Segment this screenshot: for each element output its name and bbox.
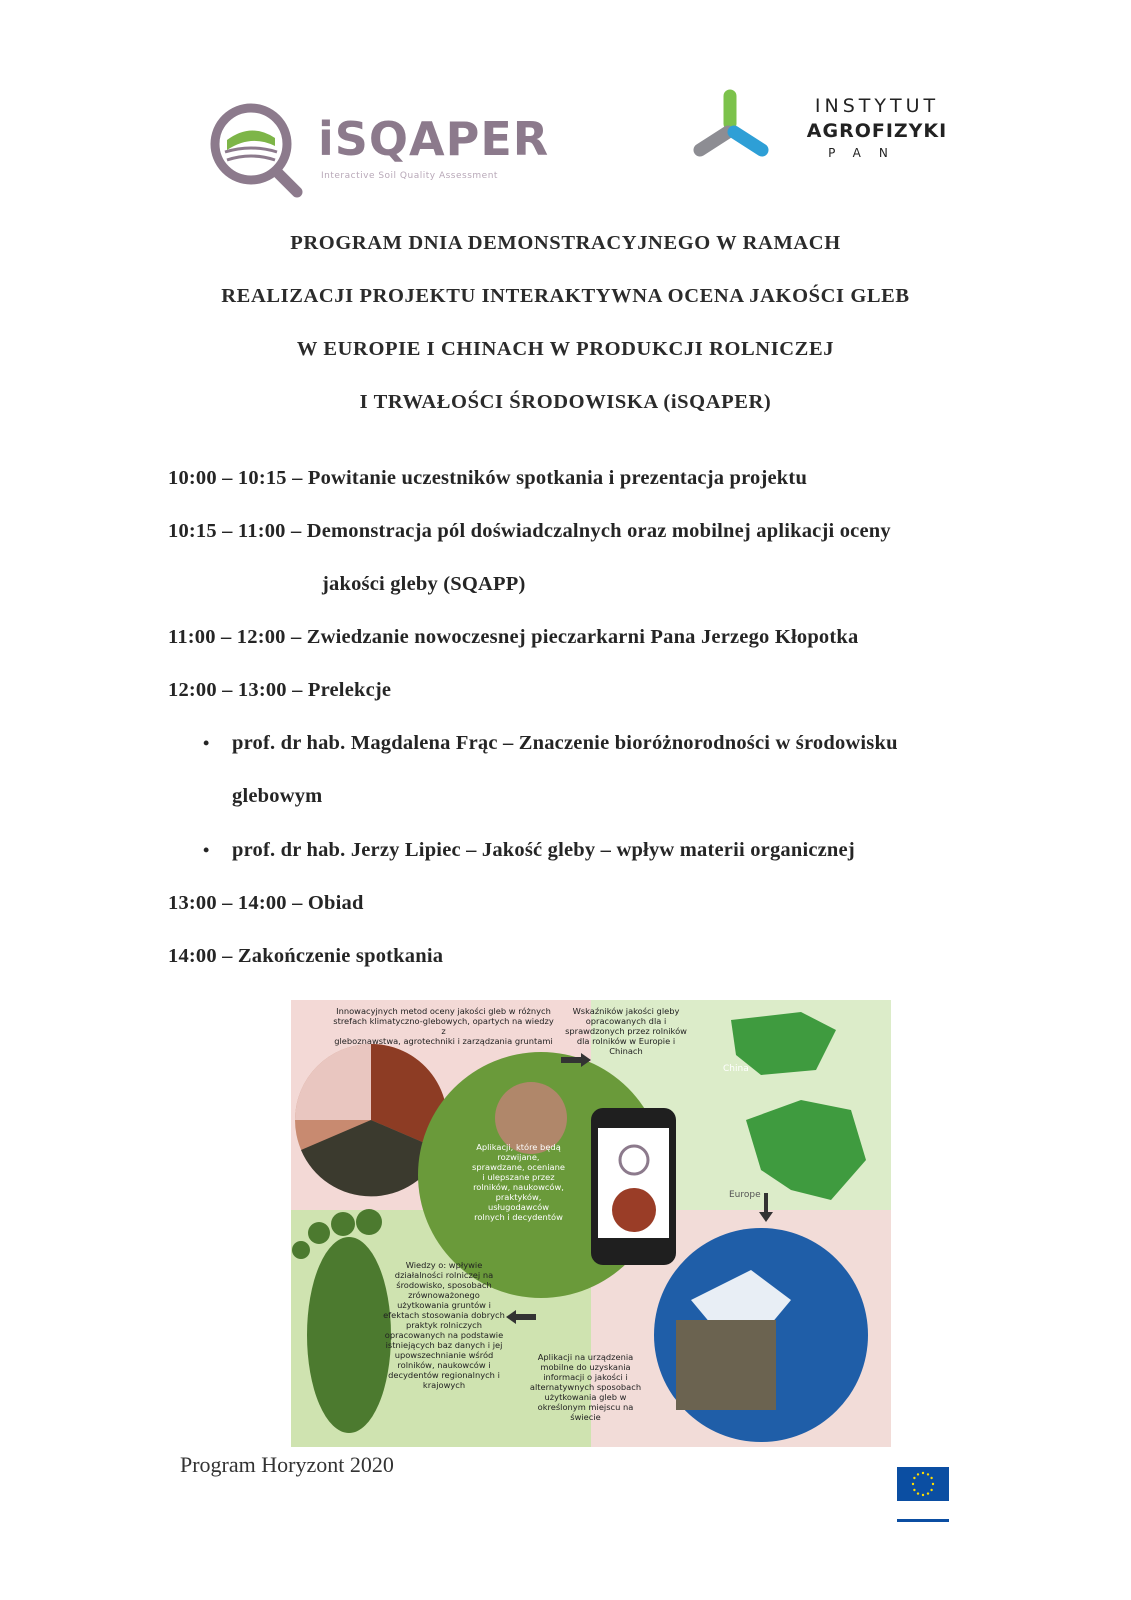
map-label-europe: Europe: [729, 1190, 761, 1200]
institute-logo-line3: PAN: [828, 146, 906, 160]
map-label-china: China: [723, 1064, 749, 1074]
eu-divider: [897, 1519, 949, 1522]
talk-item: prof. dr hab. Magdalena Frąc – Znaczenie bioróżnorodności w środowisku: [232, 732, 898, 754]
isqaper-logo-name: iSQAPER: [318, 112, 550, 166]
infographic-text-methods: Innowacyjnych metod oceny jakości gleb w różnych strefach klimatyczno-glebowych, opartych na wiedzy z gleboznawstwa, agrotechniki i zarządzania gruntami: [333, 1006, 554, 1046]
talk-item-continuation: glebowym: [232, 785, 323, 807]
title-line-2: REALIZACJI PROJEKTU INTERAKTYWNA OCENA JAKOŚCI GLEB: [221, 285, 910, 307]
eu-flag-icon: [897, 1467, 949, 1501]
title-line-1: PROGRAM DNIA DEMONSTRACYJNEGO W RAMACH: [290, 232, 841, 254]
project-infographic: [291, 1000, 891, 1447]
institute-logo-line2: AGROFIZYKI: [806, 120, 948, 142]
infographic-text-indicators: Wskaźników jakości gleby opracowanych dla i sprawdzonych przez rolników dla rolników w Europie i Chinach: [565, 1006, 687, 1056]
agenda-item: 10:00 – 10:15 – Powitanie uczestników spotkania i prezentacja projektu: [168, 467, 808, 489]
agenda-item: 14:00 – Zakończenie spotkania: [168, 945, 444, 967]
institute-logo-line1: INSTYTUT: [814, 95, 940, 117]
infographic-text-mobile-apps: Aplikacji na urządzenia mobilne do uzyskania informacji o jakości i alternatywnych sposobach użytkowania gleb w określonym miejscu na świecie: [529, 1352, 642, 1422]
agenda-item: 12:00 – 13:00 – Prelekcje: [168, 679, 392, 701]
program-horizon-label: Program Horyzont 2020: [180, 1452, 394, 1477]
bullet-icon: •: [203, 840, 210, 860]
infographic-text-knowledge: Wiedzy o: wpływie działalności rolniczej na środowisko, sposobach zrównoważonego użytkowania gruntów i efektach stosowania dobrych praktyk rolniczych opracowanych na podstawie istniejących baz danych i jej upowszechnianie wśród rolników, naukowców i decydentów regionalnych i krajowych: [383, 1260, 505, 1390]
title-line-4: I TRWAŁOŚCI ŚRODOWISKA (iSQAPER): [359, 391, 772, 413]
title-line-3: W EUROPIE I CHINACH W PRODUKCJI ROLNICZEJ: [296, 338, 835, 360]
agenda-item: 11:00 – 12:00 – Zwiedzanie nowoczesnej pieczarkarni Pana Jerzego Kłopotka: [168, 626, 859, 648]
institute-agrophysics-logo-icon: [690, 88, 780, 168]
infographic-text-apps: Aplikacji, które będą rozwijane, sprawdzane, oceniane i ulepszane przez rolników, naukowców, praktyków, usługodawców rolnych i decydentów: [472, 1142, 565, 1222]
agenda-item: 10:15 – 11:00 – Demonstracja pól doświadczalnych oraz mobilnej aplikacji oceny: [168, 520, 891, 542]
isqaper-logo-subtitle: Interactive Soil Quality Assessment: [321, 171, 498, 181]
talk-item: prof. dr hab. Jerzy Lipiec – Jakość gleby – wpływ materii organicznej: [232, 839, 855, 861]
agenda-item-continuation: jakości gleby (SQAPP): [322, 573, 526, 595]
bullet-icon: •: [203, 733, 210, 753]
agenda-item: 13:00 – 14:00 – Obiad: [168, 892, 364, 914]
